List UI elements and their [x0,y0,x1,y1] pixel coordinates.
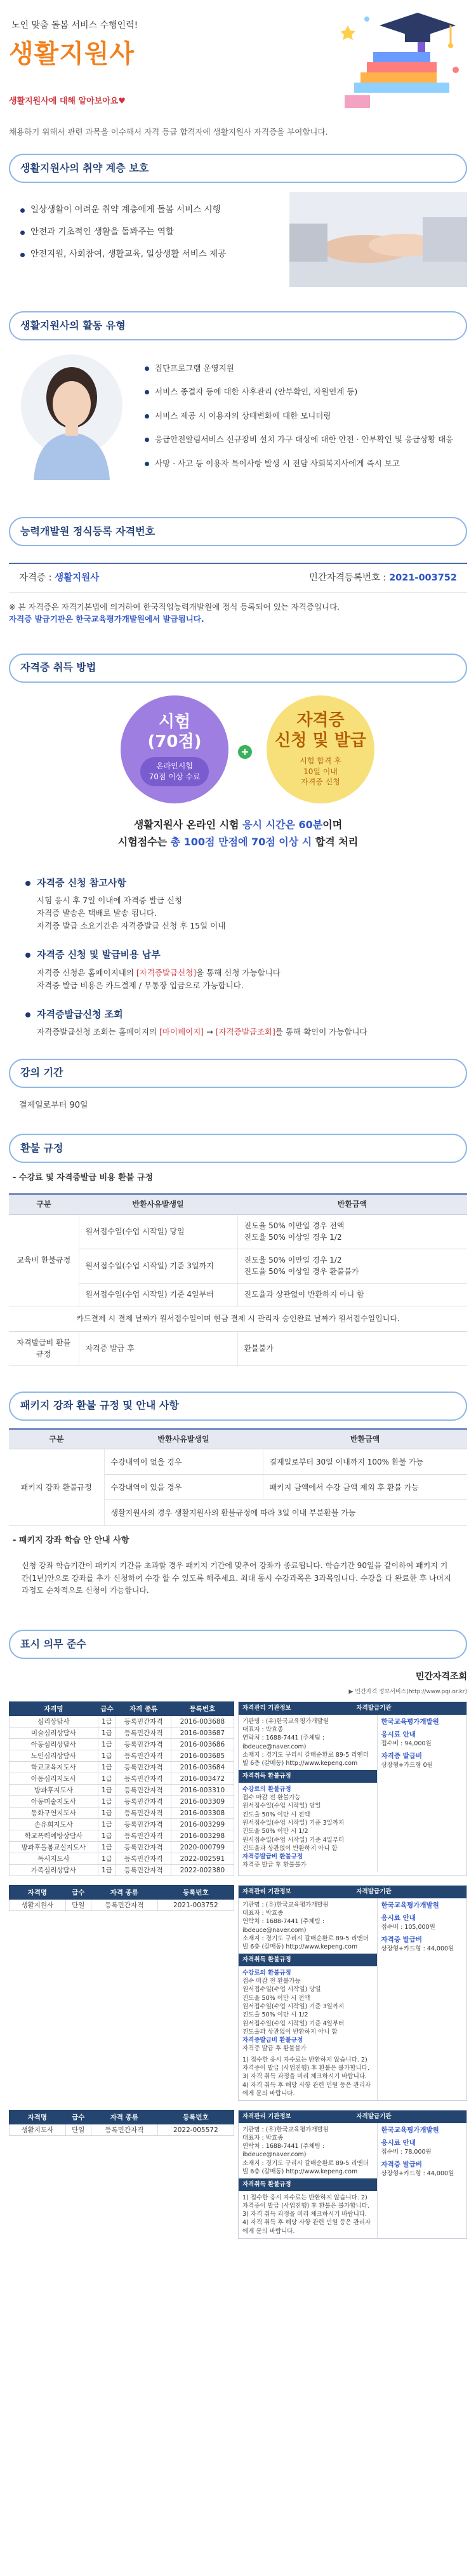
license-name-label: 자격증 : [19,573,55,584]
refund-reason: 원서접수일(수업 시작일) 당일 [79,1214,237,1249]
step-2-title: 자격증 신청 및 발급비용 납부 [25,948,451,962]
cell: 미술심리상담사 [10,1727,98,1739]
refund-line: 원서접수일(수업 시작일) 기준 4일부터 [242,2020,345,2027]
org-line: 대표자 : 박효종 [242,1909,284,1917]
table-row [10,1727,234,1739]
cell: 2016-003309 [171,1796,234,1808]
package-note-row: 생활지원사의 경우 생활지원사의 환불규정에 따라 3일 이내 부분환불 가능 [104,1500,467,1526]
issuer-name: 한국교육평가개발원 [381,1901,439,1909]
cell: 아동미술지도사 [10,1796,98,1808]
refund-amount-l2: 진도율 50% 이상일 경우 환불불가 [244,1267,359,1277]
refund-line: 진도율 50% 이만 시 전액 [242,1811,310,1818]
issuer-name: 한국교육평가개발원 [381,1717,439,1726]
cell: 생활지원사 [10,1900,66,1911]
table-row [10,1830,234,1842]
issuer-name: 한국교육평가개발원 [381,2126,439,2134]
license-reg-label: 민간자격등록번호 : [308,573,390,584]
display-box-3 [238,2110,467,2239]
refund-amount-l1: 진도율 50% 이만일 경우 전액 [244,1221,345,1230]
display-table-1-body [10,1716,234,1876]
package-reason: 수강내역이 있을 경우 [104,1475,263,1500]
fee-value: 상장형+카드형 0원 [381,1762,433,1769]
cell: 1급 [98,1865,116,1876]
cell: 1급 [98,1819,116,1830]
refund-header: 반환사유발생일 [79,1194,237,1214]
org-line: 대표자 : 박효종 [242,2134,284,2142]
exam-line1-c: 이며 [322,818,343,831]
fee-value: 상장형+카드형 : 44,000원 [381,1945,454,1953]
section-types-body [0,347,476,512]
issue-circle-l3: 자격증 신청 [301,777,340,787]
type-item: 서비스 종결자 등에 대한 사후관리 (안부확인, 자원연계 등) [143,386,461,398]
cell: 동화구연지도사 [10,1808,98,1819]
display-block-1 [9,1701,467,1876]
exam-text [0,816,476,850]
issue-circle-title: 자격증 [296,711,345,730]
step-2-line-2: 자격증 발급 비용은 카드결제 / 무통장 입금으로 가능합니다. [37,980,244,990]
table-row [10,1900,234,1911]
refund-line: 진도율과 상관없이 반환하지 아니 함 [242,2028,338,2036]
package-amount: 결제일로부터 30일 이내까지 100% 환불 가능 [263,1449,467,1475]
cell: 등록민간자격 [116,1842,171,1853]
refund-line: 진도율 50% 이만 시 1/2 [242,2011,308,2019]
refund-amount [237,1249,467,1283]
fee-value: 접수비 : 78,000원 [381,2148,432,2156]
type-item: 집단프로그램 운영지원 [143,362,461,374]
box-header: 자격관리 기관정보 [239,2110,353,2123]
fee-label: 응시료 안내 [381,1731,416,1739]
cell: 등록민간자격 [116,1830,171,1842]
package-text: 신청 강좌 학습기간이 패키지 기간을 초과할 경우 패키지 기간에 맞추어 강좌가 종료됩니다. 학습기간 90일을 같이하여 패키지 기간(1년)안으로 강좌를 추가 신청하여 수강 할 수 있도록 해주세요. 최대 동시 수강과목은 3과목입니다. 수강을 다 완료한 후 나머지 과정도 순차적으로 신청이 가능합니다. [22,1561,451,1595]
step-1-line: 시험 응시 후 7일 이내에 자격증 발급 신청 [37,896,182,906]
step-3-title: 자격증발급신청 조회 [25,1007,451,1022]
cell: 1급 [98,1716,116,1727]
cell: 가족심리상담사 [10,1865,98,1876]
display-box-1 [238,1701,467,1876]
refund-line: 진도율 50% 이만 시 1/2 [242,1828,308,1835]
display-header: 자격명 [10,1702,98,1716]
refund-line: 원서접수일(수업 시작일) 당일 [242,1986,321,1994]
display-table-1 [9,1701,234,1876]
org-line: 연락처 : 1688-7441 (주체팀 : ibdeuce@naver.com) [242,2143,325,2159]
box-header: 자격취득 환불규정 [239,1770,377,1782]
table-row [9,1306,467,1331]
cert-refund-amount: 환불불가 [237,1331,467,1365]
role-item: 일상생활이 어려운 취약 계층에게 돌봄 서비스 시행 [18,203,291,217]
box-left [239,2123,378,2239]
display-header: 자격 종류 [116,1702,171,1716]
exam-circle-score: (70점) [147,732,202,751]
cell: 1급 [98,1750,116,1762]
type-item: 사망 · 사고 등 이용자 특이사항 발생 시 전담 사회복지사에게 즉시 보고 [143,457,461,469]
license-notes [0,593,476,626]
cert-lookup-link[interactable]: [자격증발급조회] [215,1026,275,1036]
table-row [10,1739,234,1750]
display-header: 급수 [98,1702,116,1716]
cell: 등록민간자격 [116,1853,171,1865]
step-3-text: 를 통해 확인이 가능합니다 [275,1026,367,1036]
box-header: 자격발급기관 [353,1702,467,1714]
fee-value: 상장형+카드형 : 44,000원 [381,2170,454,2177]
section-role-title: 생활지원사의 취약 계층 보호 [9,154,467,183]
package-reason: 수강내역이 없을 경우 [104,1449,263,1475]
table-row [10,1750,234,1762]
fee-label: 응시료 안내 [381,2139,416,2147]
refund-line: 진도율 50% 이만 시 전액 [242,1994,310,2002]
cell: 1급 [98,1842,116,1853]
table-row [10,1865,234,1876]
cell: 등록민간자격 [116,1796,171,1808]
box-header: 자격발급기관 [353,2110,467,2123]
refund-amount: 진도율과 상관없이 반환하지 아니 함 [237,1284,467,1306]
cell: 2016-003687 [171,1727,234,1739]
refund-line: 자격증 발급 후 환불불가 [242,2045,307,2053]
exam-line1-b: 응시 시간은 60분 [242,818,323,831]
refund-line: 자격증발급비 환불규정 [242,1853,303,1861]
cell: 노인심리상담사 [10,1750,98,1762]
cell: 등록민간자격 [116,1762,171,1773]
step-2-text: 을 통해 신청 가능합니다 [196,967,281,977]
issue-circle-text [300,756,341,788]
hero-title: 생활지원사 [9,39,135,69]
refund-line: 진도율과 상관없이 반환하지 아니 함 [242,1844,338,1852]
section-refund-title: 환불 규정 [9,1134,467,1163]
step-2-line-1 [25,967,451,979]
box-header: 자격취득 환불규정 [239,2178,377,2190]
refund-lines [242,1785,373,1870]
section-period-title: 강의 기간 [9,1059,467,1088]
holding-hands-photo [289,192,467,287]
step-2-text: 자격증 신청은 홈페이지내의 [37,967,136,977]
package-group: 패키지 강좌 환불규정 [9,1449,104,1526]
cert-refund-label: 자격발급비 환불규정 [9,1331,79,1365]
intro-heading: 생활지원사에 대해 알아보아요♥ [9,97,126,106]
refund-table [9,1193,467,1366]
cell: 1급 [98,1762,116,1773]
package-header: 구분 [9,1429,104,1449]
refund-line: 원서접수일(수업 시작일) 기준 3일까지 [242,1819,345,1827]
section-types-title: 생활지원사의 활동 유형 [9,311,467,340]
refund-line: 원서접수일(수업 시작일) 당일 [242,1802,321,1810]
plus-icon: + [238,745,252,759]
exam-circle-pill [140,757,209,786]
refund-line: 접수 마감 전 환불가능 [242,1794,301,1802]
box-right [378,2123,466,2239]
org-line: 소재지 : 경기도 구리시 갈매순환로 89-5 리앤더빌 6층 (갈매동) http://www.kepeng.com [242,2159,369,2175]
box-header: 자격관리 기관정보 [239,1702,353,1714]
cell: 등록민간자격 [116,1773,171,1785]
cell: 1급 [98,1785,116,1796]
table-row [10,1785,234,1796]
exam-line2-c: 합격 처리 [312,835,359,848]
refund-line: 수강료의 환불규정 [242,1969,291,1976]
cell: 2021-003752 [157,1900,234,1911]
cell: 2022-002591 [171,1853,234,1865]
cell: 1급 [98,1853,116,1865]
cell: 1급 [98,1830,116,1842]
table-row [10,1773,234,1785]
refund-header: 반환금액 [237,1194,467,1214]
table-row [10,1819,234,1830]
display-box-2 [238,1885,467,2101]
display-header: 자격 종류 [91,2110,157,2124]
table-row [10,1716,234,1727]
refund-header: 구분 [9,1194,79,1214]
table-row [10,1796,234,1808]
fee-label: 응시료 안내 [381,1914,416,1922]
cell: 학교폭력예방상담사 [10,1830,98,1842]
step-1-line: 자격증 발급 소요기간은 자격증발급 신청 후 15일 이내 [37,921,226,931]
mypage-link[interactable]: [마이페이지] [159,1026,204,1036]
cell: 2016-003310 [171,1785,234,1796]
license-row [9,563,467,593]
display-header: 등록번호 [157,1886,234,1900]
pqi-header [0,1670,476,1698]
table-row [10,1808,234,1819]
package-subtitle: - 패키지 강좌 학습 안 안내 사항 [13,1536,129,1546]
license-note-2: 자격증 발급기관은 한국교육평가개발원에서 발급됩니다. [9,614,204,624]
cell: 아동심리상담사 [10,1739,98,1750]
period-text: 결제일로부터 90일 [19,1100,88,1110]
refund-reason: 원서접수일(수업 시작일) 기준 3일까지 [79,1249,237,1283]
section-display-title: 표시 의무 준수 [9,1630,467,1659]
cell: 단일 [65,2124,91,2136]
org-line: 기관명 : (유)한국교육평가개발원 [242,1717,329,1725]
refund-group: 교육비 환불규정 [9,1214,79,1306]
refund-amount-l1: 진도율 50% 이만일 경우 1/2 [244,1255,342,1265]
cell: 2022-002380 [171,1865,234,1876]
org-line: 소재지 : 경기도 구리시 갈매순환로 89-5 리앤더빌 6층 (갈매동) http://www.kepeng.com [242,1751,369,1768]
role-item: 안전과 기초적인 생활을 돌봐주는 역할 [18,225,291,239]
cell: 2016-003688 [171,1716,234,1727]
type-item: 응급안전알림서비스 신규장비 설치 가구 대상에 대한 안전 · 안부확인 및 응급상황 대응 [143,433,461,445]
cell: 2016-003686 [171,1739,234,1750]
table-row [9,1331,467,1365]
pqi-link[interactable]: ▶ 민간자격 정보서비스(http://www.pqi.or.kr) [348,1688,467,1695]
table-row [9,1449,467,1475]
issue-circle-l1: 시험 합격 후 [300,756,341,765]
table-row [10,2124,234,2136]
type-item: 서비스 제공 시 이용자의 상태변화에 대한 모니터링 [143,410,461,422]
cell: 1급 [98,1727,116,1739]
cert-refund-reason: 자격증 발급 후 [79,1331,237,1365]
cell: 등록민간자격 [116,1750,171,1762]
cell: 2016-003308 [171,1808,234,1819]
table-row [10,1853,234,1865]
cell: 등록민간자격 [116,1739,171,1750]
card-note: 카드결제 시 결제 날짜가 원서접수일이며 현금 결제 시 관리자 승인완료 날짜가 원서접수일입니다. [9,1306,467,1331]
org-line: 소재지 : 경기도 구리시 갈매순환로 89-5 리앤더빌 6층 (갈매동) http://www.kepeng.com [242,1935,369,1951]
exam-line2-a: 시험점수는 [117,835,171,848]
fee-label: 자격증 발급비 [381,1752,423,1761]
package-header: 반환금액 [263,1429,467,1449]
cell: 등록민간자격 [116,1865,171,1876]
cert-apply-link[interactable]: [자격증발급신청] [136,967,197,977]
fee-value: 접수비 : 94,000원 [381,1740,432,1748]
cell: 1급 [98,1739,116,1750]
license-reg-value: 2021-003752 [389,573,457,584]
cell: 등록민간자격 [116,1785,171,1796]
org-line: 연락처 : 1688-7441 (주체팀 : ibdeuce@naver.com) [242,1918,325,1934]
fee-value: 접수비 : 105,000원 [381,1924,435,1931]
cell: 손유희지도사 [10,1819,98,1830]
step-1-line: 자격증 발송은 택배로 발송 됩니다. [37,908,157,918]
org-line: 기관명 : (유)한국교육평가개발원 [242,2126,329,2133]
cell: 등록민간자격 [116,1716,171,1727]
step-3-line-1 [25,1026,451,1038]
step-3-text: 자격증발급신청 조회는 홈페이지의 [37,1026,160,1036]
license-name-value: 생활지원사 [55,573,100,584]
box-left [239,1898,378,2101]
display-header: 급수 [65,1886,91,1900]
exam-circle-title: 시험 [158,712,191,732]
cell: 단일 [65,1900,91,1911]
section-license-title: 능력개발원 정식등록 자격번호 [9,517,467,546]
refund-line: 원서접수일(수업 시작일) 기준 4일부터 [242,1836,345,1844]
extra-note: 1) 접수한 응시 자수료는 반환하지 않습니다. 2) 자격증이 발급 (사업진행) 후 환불은 불가합니다. 3) 자격 취득 과정을 미리 체크하시기 바랍니다. 4) 자격 취득 후 해당 사항 관련 민원 등은 관리자에게 문의 바랍니다. [242,2194,371,2235]
cell: 1급 [98,1773,116,1785]
refund-line: 자격증 발급 후 환불불가 [242,1862,307,1869]
cell: 1급 [98,1808,116,1819]
refund-line: 접수 마감 전 환불가능 [242,1978,301,1985]
fee-label: 자격증 발급비 [381,1936,423,1944]
graduation-illustration [341,6,462,114]
table-row [9,1214,467,1249]
exam-line1-a: 생활지원사 온라인 시험 [133,818,243,831]
display-table-2 [9,1885,234,1911]
refund-amount-l2: 진도율 50% 이상일 경우 1/2 [244,1233,342,1242]
box-left [239,1715,378,1872]
cell: 방과후돌봄교실지도사 [10,1842,98,1853]
package-amount: 패키지 금액에서 수강 금액 제외 후 환불 가능 [263,1475,467,1500]
box-right [378,1715,466,1872]
box-right [378,1898,466,2101]
cell: 2020-000799 [171,1842,234,1853]
cell: 2016-003298 [171,1830,234,1842]
cell: 등록민간자격 [116,1819,171,1830]
refund-line: 원서접수일(수업 시작일) 기준 3일까지 [242,2002,345,2010]
refund-subtitle: - 수강료 및 자격증발급 비용 환불 규정 [13,1173,153,1183]
cell: 등록민간자격 [91,1900,157,1911]
display-header: 자격명 [10,2110,66,2124]
refund-lines [242,1969,373,2053]
cell: 2016-003299 [171,1819,234,1830]
table-row [10,1842,234,1853]
display-header: 등록번호 [171,1702,234,1716]
cell: 학교교육지도사 [10,1762,98,1773]
display-table-3 [9,2110,234,2136]
cell: 방과후지도사 [10,1785,98,1796]
box-header: 자격취득 환불규정 [239,1954,377,1966]
display-header: 급수 [65,2110,91,2124]
exam-circle-pill-l1: 온라인시험 [156,761,193,771]
extra-note: 1) 접수한 응시 자수료는 반환하지 않습니다. 2) 자격증이 발급 (사업진행) 후 환불은 불가합니다. 3) 자격 취득 과정을 미리 체크하시기 바랍니다. 4) 자격 취득 후 해당 사항 관련 민원 등은 관리자에게 문의 바랍니다. [242,2056,371,2097]
method-steps [0,876,476,1038]
exam-line2-b: 총 100점 만점에 70점 이상 시 [170,835,312,848]
box-header: 자격발급기관 [353,1886,467,1898]
section-method-title: 자격증 취득 방법 [9,654,467,683]
role-item: 안전지원, 사회참여, 생활교육, 일상생활 서비스 제공 [18,248,291,261]
table-row [10,1762,234,1773]
org-line: 대표자 : 박효종 [242,1726,284,1733]
step-2 [25,948,451,991]
refund-line: 자격증발급비 환불규정 [242,2037,303,2044]
fee-label: 자격증 발급비 [381,2161,423,2169]
box-header: 자격관리 기관정보 [239,1886,353,1898]
license-note-1: ※ 본 자격증은 자격기본법에 의거하여 한국직업능력개발원에 정식 등록되어 있는 자격증입니다. [9,602,340,612]
cell: 2022-005572 [157,2124,234,2136]
issue-circle-subtitle: 신청 및 발급 [275,730,366,750]
cell: 등록민간자격 [116,1727,171,1739]
display-block-3 [9,2110,467,2239]
cell: 2016-003685 [171,1750,234,1762]
step-1-title: 자격증 신청 참고사항 [25,876,451,890]
package-table [9,1428,467,1526]
display-header: 자격 종류 [91,1886,157,1900]
section-package-title: 패키지 강좌 환불 규정 및 안내 사항 [9,1392,467,1421]
exam-circle-pill-l2: 70점 이상 수료 [149,772,201,781]
cell: 2016-003684 [171,1762,234,1773]
step-1 [25,876,451,932]
issue-circle [267,695,374,803]
step-3 [25,1007,451,1038]
org-line: 기관명 : (유)한국교육평가개발원 [242,1901,329,1909]
cell: 2016-003472 [171,1773,234,1785]
refund-reason: 원서접수일(수업 시작일) 기준 4일부터 [79,1284,237,1306]
hero-subtitle: 노인 맞춤 돌봄 서비스 수행인력! [11,20,138,30]
cell: 심리상담사 [10,1716,98,1727]
org-line: 연락처 : 1688-7441 (주체팀 : ibdeuce@naver.com) [242,1734,325,1750]
caregiver-photo [18,353,126,480]
refund-amount [237,1214,467,1249]
cell: 아동심리지도사 [10,1773,98,1785]
cell: 생활지도사 [10,2124,66,2136]
display-header: 자격명 [10,1886,66,1900]
intro-text: 채용하기 위해서 관련 과목을 이수해서 자격 등급 합격자에 생활지원사 자격증을 부여합니다. [9,127,328,137]
package-header: 반환사유발생일 [104,1429,263,1449]
exam-circle [121,695,228,803]
method-circles [0,689,476,816]
cell: 등록민간자격 [91,2124,157,2136]
arrow-text: → [204,1026,216,1036]
cell: 등록민간자격 [116,1808,171,1819]
refund-line: 수강료의 환불규정 [242,1785,291,1793]
issue-circle-l2: 10일 이내 [303,767,338,776]
display-header: 등록번호 [157,2110,234,2124]
cell: 독서지도사 [10,1853,98,1865]
section-role-body [0,189,476,304]
hero [0,0,476,124]
display-block-2 [9,1885,467,2101]
pqi-title: 민간자격조회 [415,1672,467,1682]
cell: 1급 [98,1796,116,1808]
